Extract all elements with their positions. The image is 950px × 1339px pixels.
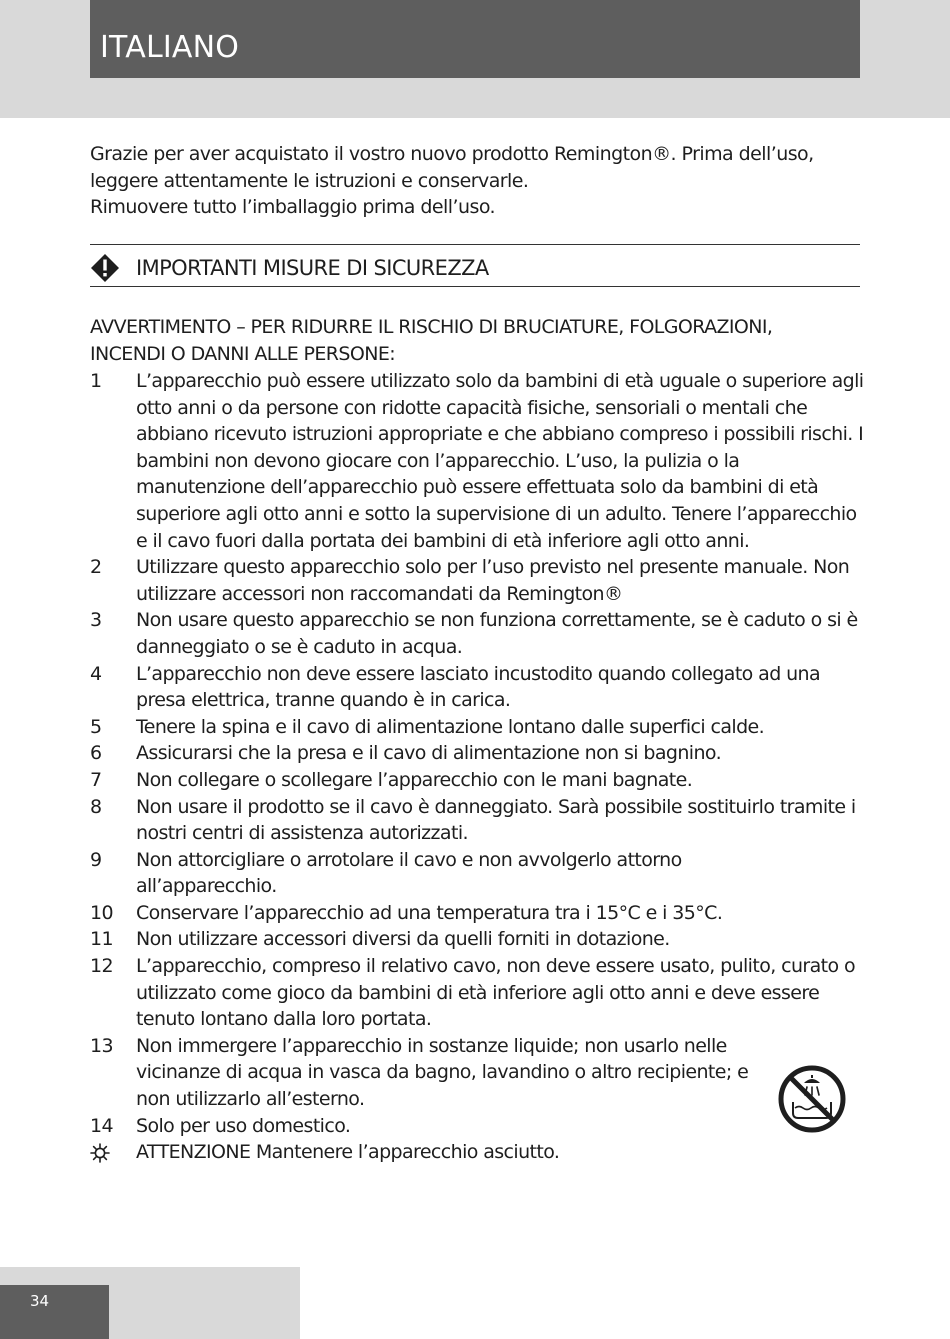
list-item [90, 607, 865, 660]
item-number: 12 [90, 955, 113, 978]
item-number: 7 [90, 768, 102, 791]
item-number: 1 [90, 370, 102, 392]
item-number: 8 [90, 795, 102, 818]
item-text: L’apparecchio può essere utilizzato solo da bambini di età uguale o superiore agli otto anni o da persone con ridotte capacità fisiche, sensoriali o mentali che abbiano ricevuto istruzioni appropriate e che abbiano compreso i possibili rischi. I bambini non devono giocare con l’apparecchio. L’uso, la pulizia o la manutenzione dell’apparecchio può essere effettuata solo da bambini di età superiore agli otto anni e sotto la supervisione di un adulto. Tenere l’apparecchio e il cavo fuori dalla portata dei bambini di età inferiore agli otto anni. [136, 370, 864, 552]
item-text: Non usare questo apparecchio se non funziona correttamente, se è caduto o si è danneggiato o se è caduto in acqua. [136, 609, 858, 658]
item-text: L’apparecchio non deve essere lasciato incustodito quando collegato ad una presa elettrica, tranne quando è in carica. [136, 662, 821, 712]
item-number: 5 [90, 715, 102, 738]
list-item [90, 368, 865, 554]
list-item [90, 1113, 865, 1140]
list-item [90, 794, 865, 847]
warning-diamond-icon [90, 253, 120, 283]
intro-line: Grazie per aver acquistato il vostro nuovo prodotto Remington®. Prima dell’uso, [90, 143, 814, 165]
list-item [90, 554, 865, 607]
list-item [90, 714, 865, 741]
caution-text: ATTENZIONE Mantenere l’apparecchio asciutto. [136, 1141, 560, 1164]
list-item [90, 953, 865, 1033]
item-number: 14 [90, 1114, 113, 1137]
item-text: Non collegare o scollegare l’apparecchio con le mani bagnate. [136, 768, 693, 791]
intro-line: Rimuovere tutto l’imballaggio prima dell’uso. [90, 196, 496, 218]
item-text: Utilizzare questo apparecchio solo per l’uso previsto nel presente manuale. Non utilizzare accessori non raccomandati da Remington® [136, 556, 850, 605]
list-item [90, 847, 865, 900]
item-number: 13 [90, 1034, 113, 1057]
item-text: Non immergere l’apparecchio in sostanze liquide; non usarlo nelle vicinanze di acqua in vasca da bagno, lavandino o altro recipiente; e non utilizzarlo all’esterno. [136, 1034, 749, 1111]
item-number: 4 [90, 662, 102, 685]
list-item [90, 1033, 865, 1113]
page-number: 34 [30, 1292, 50, 1310]
item-text: L’apparecchio, compreso il relativo cavo, non deve essere usato, pulito, curato o utilizzato come gioco da bambini di età inferiore agli otto anni e deve essere tenuto lontano dalla loro portata. [136, 955, 855, 1031]
list-item [90, 926, 865, 953]
section-rule-bottom [90, 286, 860, 287]
item-text: Tenere la spina e il cavo di alimentazione lontano dalle superfici calde. [136, 715, 765, 738]
list-item [90, 900, 865, 927]
language-title: ITALIANO [100, 30, 240, 65]
item-text: Conservare l’apparecchio ad una temperatura tra i 15°C e i 35°C. [136, 901, 723, 924]
item-number: 9 [90, 848, 102, 871]
list-item [90, 740, 865, 767]
item-text: Non utilizzare accessori diversi da quelli forniti in dotazione. [136, 928, 670, 951]
safety-list [90, 368, 865, 1166]
item-text: Assicurarsi che la presa e il cavo di alimentazione non si bagnino. [136, 742, 722, 765]
intro-text [90, 141, 870, 221]
warning-text [90, 314, 870, 367]
item-number: 10 [90, 901, 113, 924]
item-number: 2 [90, 556, 102, 579]
item-number: 11 [90, 928, 113, 951]
no-shower-bath-icon [777, 1064, 847, 1134]
list-item [90, 767, 865, 794]
warning-line: INCENDI O DANNI ALLE PERSONE: [90, 342, 396, 365]
language-tab [90, 0, 860, 78]
caution-item [90, 1139, 865, 1166]
warning-line: AVVERTIMENTO – PER RIDURRE IL RISCHIO DI BRUCIATURE, FOLGORAZIONI, [90, 316, 773, 338]
section-title: IMPORTANTI MISURE DI SICUREZZA [136, 256, 489, 280]
item-text: Solo per uso domestico. [136, 1114, 351, 1137]
list-item [90, 661, 865, 714]
intro-line: leggere attentamente le istruzioni e conservarle. [90, 169, 529, 192]
item-number: 3 [90, 609, 102, 632]
item-number: 6 [90, 742, 102, 765]
sun-star-icon [90, 1143, 110, 1163]
item-text: Non usare il prodotto se il cavo è danneggiato. Sarà possibile sostituirlo tramite i nostri centri di assistenza autorizzati. [136, 795, 856, 845]
page-tab [0, 1285, 109, 1339]
section-rule-top [90, 244, 860, 245]
item-text: Non attorcigliare o arrotolare il cavo e non avvolgerlo attorno all’apparecchio. [136, 848, 682, 898]
